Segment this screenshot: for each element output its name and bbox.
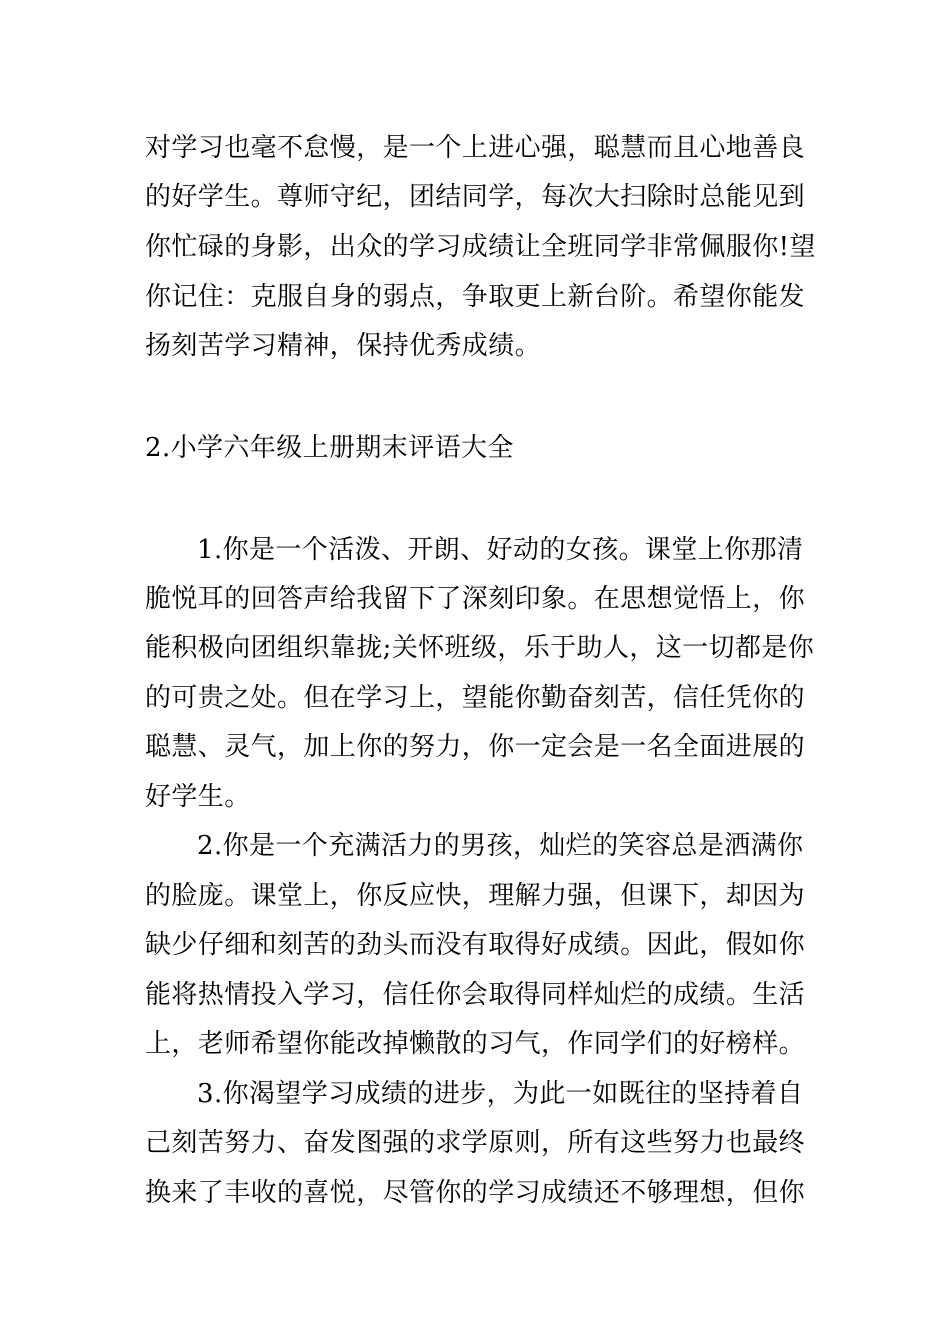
text-line: 1.你是一个活泼、开朗、好动的女孩。课堂上你那清 (197, 535, 804, 565)
text-line: 能积极向团组织靠拢;关怀班级，乐于助人，这一切都是你 (145, 633, 815, 663)
text-line: 己刻苦努力、奋发图强的求学原则，所有这些努力也最终 (145, 1128, 806, 1158)
text-line: 的好学生。尊师守纪，团结同学，每次大扫除时总能见到 (145, 182, 806, 212)
text-line: 能将热情投入学习，信任你会取得同样灿烂的成绩。生活 (145, 980, 806, 1010)
text-line: 好学生。 (145, 782, 251, 812)
text-line: 换来了丰收的喜悦，尽管你的学习成绩还不够理想，但你 (145, 1178, 806, 1208)
text-line: 缺少仔细和刻苦的劲头而没有取得好成绩。因此，假如你 (145, 930, 806, 960)
text-line: 2.你是一个充满活力的男孩，灿烂的笑容总是洒满你 (197, 831, 804, 861)
text-line: 脆悦耳的回答声给我留下了深刻印象。在思想觉悟上，你 (145, 584, 806, 614)
text-line: 对学习也毫不怠慢，是一个上进心强，聪慧而且心地善良 (145, 133, 806, 163)
text-line: 你忙碌的身影，出众的学习成绩让全班同学非常佩服你!望 (145, 232, 816, 262)
section-heading: 2.小学六年级上册期末评语大全 (145, 433, 514, 463)
text-line: 的脸庞。课堂上，你反应快，理解力强，但课下，却因为 (145, 881, 806, 911)
text-line: 你记住：克服自身的弱点，争取更上新台阶。希望你能发 (145, 282, 806, 312)
text-line: 上，老师希望你能改掉懒散的习气，作同学们的好榜样。 (145, 1029, 806, 1059)
text-line: 的可贵之处。但在学习上，望能你勤奋刻苦，信任凭你的 (145, 683, 806, 713)
text-line: 3.你渴望学习成绩的进步，为此一如既往的坚持着自 (197, 1079, 804, 1109)
text-line: 聪慧、灵气，加上你的努力，你一定会是一名全面进展的 (145, 732, 806, 762)
text-line: 扬刻苦学习精神，保持优秀成绩。 (145, 331, 542, 361)
